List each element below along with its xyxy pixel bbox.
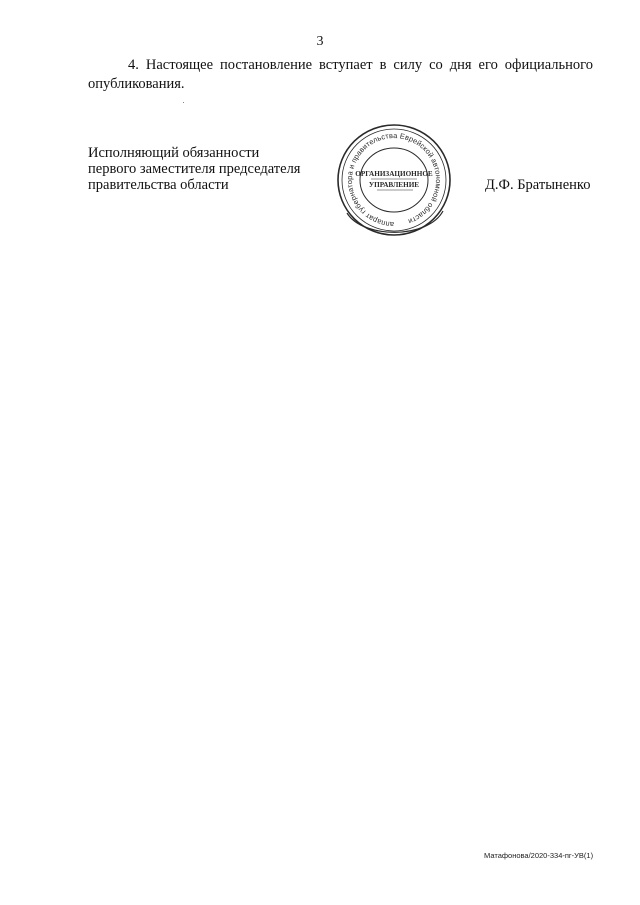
seal-ring-text: аппарат губернатора и правительства Еврейской автономной области [344,130,444,230]
scan-speck [183,102,184,103]
official-seal-stamp [333,121,455,239]
signer-title-line-3: правительства области [88,177,229,193]
signer-title [88,145,328,193]
seal-center-line-1: ОРГАНИЗАЦИОННОЕ [355,170,433,178]
signer-name: Д.Ф. Братыненко [485,177,591,193]
signer-title-line-2: первого заместителя председателя [88,161,301,177]
document-footer-code: Матафонова/2020-334-пг-УВ(1) [484,851,594,860]
page-number: 3 [316,34,324,49]
clause-4-paragraph: 4. Настоящее постановление вступает в силу со дня его официального опубликования. [88,57,593,92]
seal-center-line-2: УПРАВЛЕНИЕ [368,181,420,189]
signer-title-line-1: Исполняющий обязанности [88,145,260,161]
